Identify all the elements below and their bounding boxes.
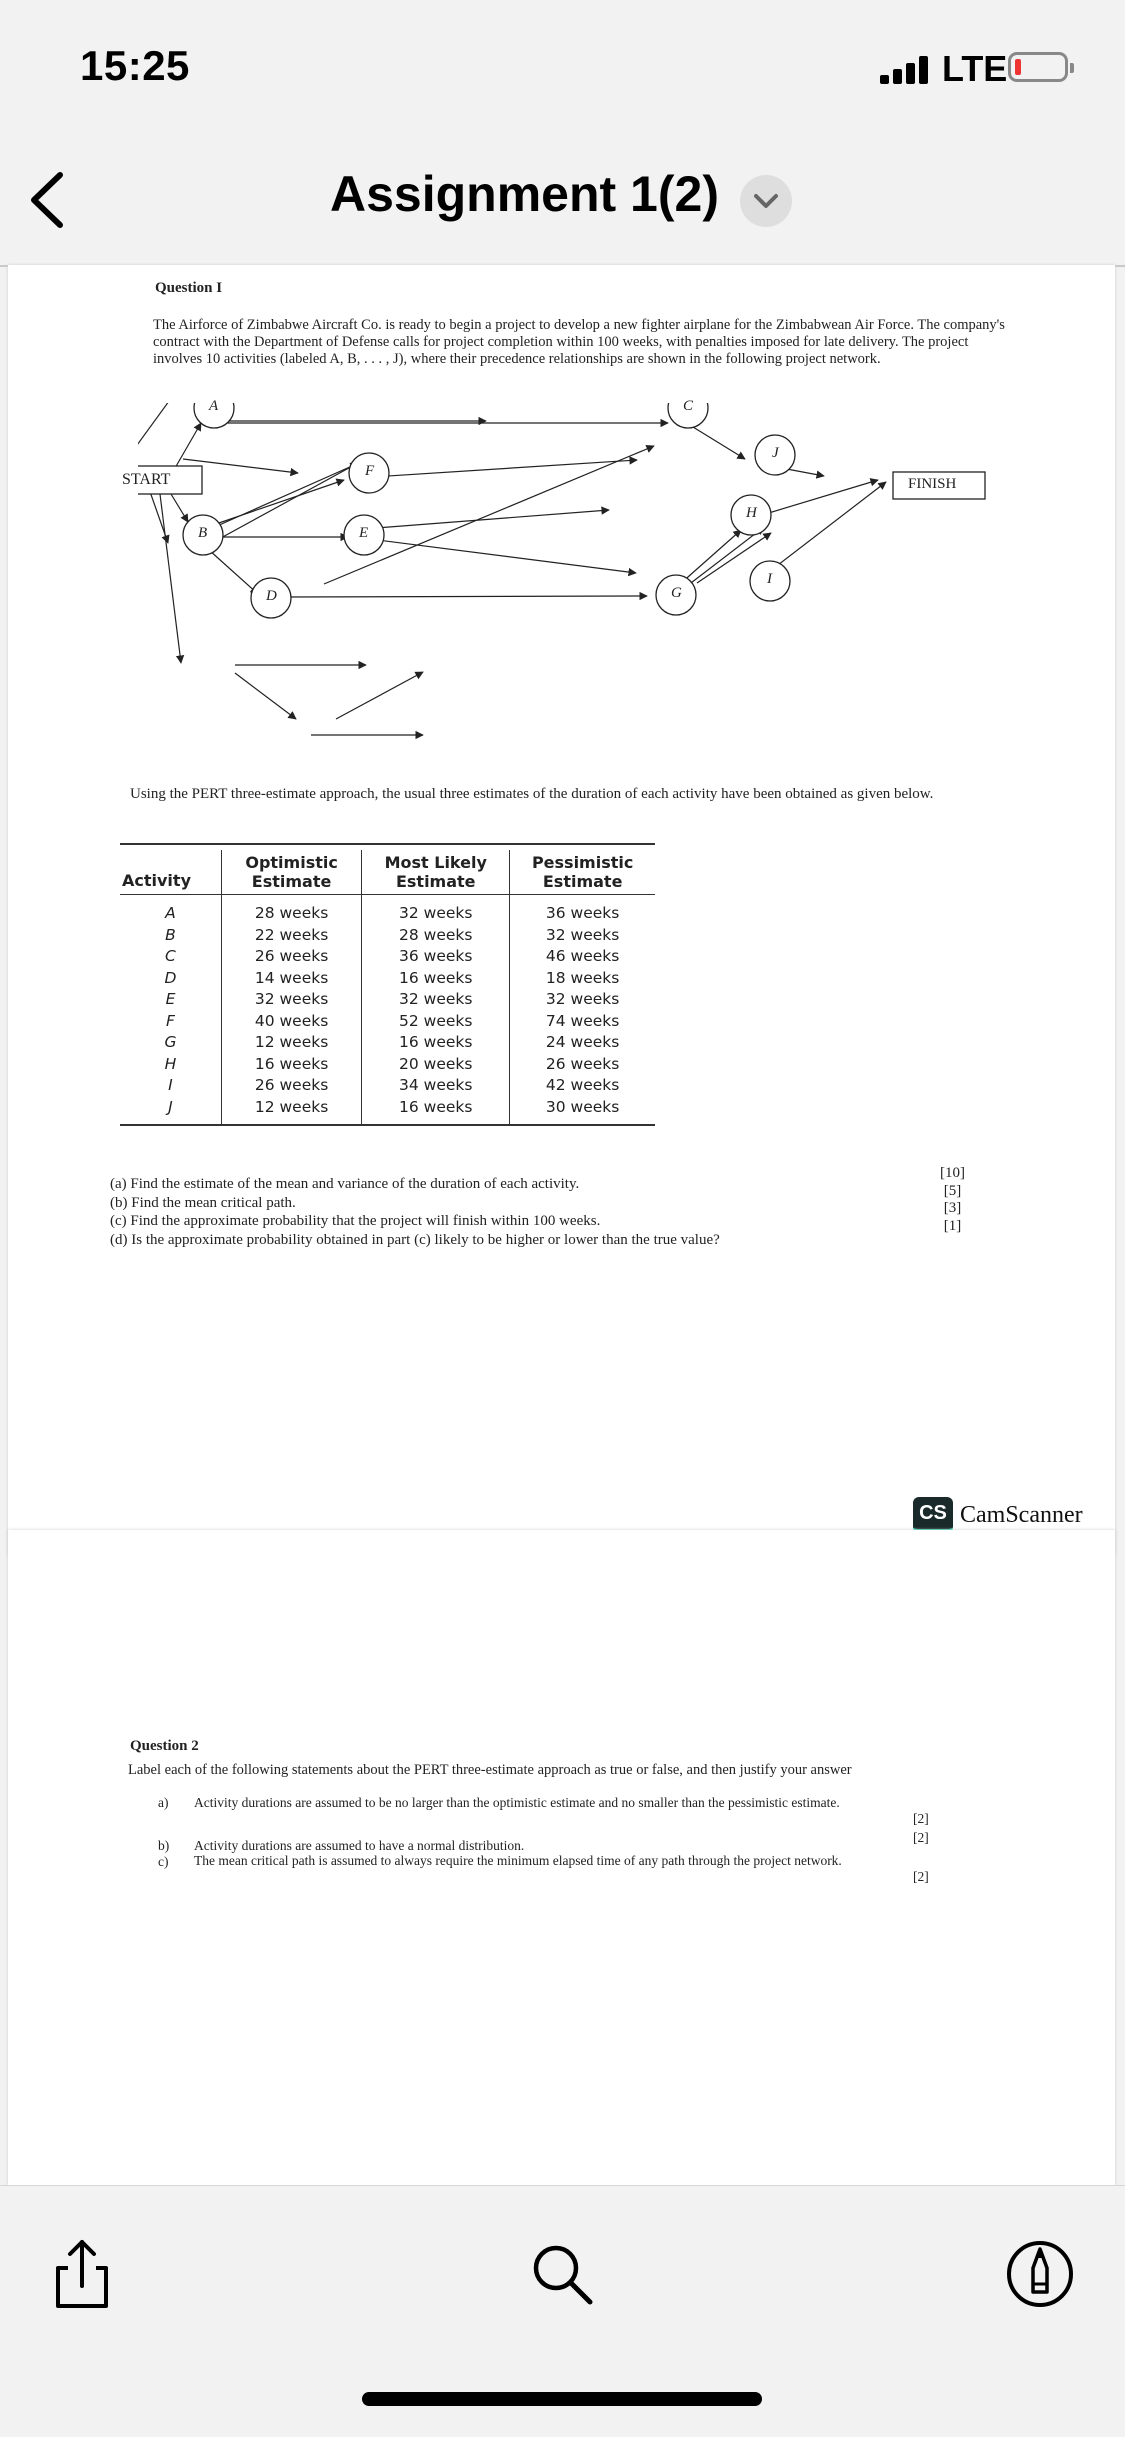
table-row: [120, 946, 655, 968]
finish-label: FINISH: [908, 476, 957, 492]
camscanner-watermark: CamScanner: [960, 1502, 1083, 1528]
part-c: (c) Find the approximate probability that the project will finish within 100 weeks.: [110, 1213, 601, 1229]
markup-button[interactable]: [1000, 2234, 1080, 2314]
pessimistic-cell: 32 weeks: [510, 989, 655, 1011]
document-page-1: [8, 265, 1115, 1555]
part-d: (d) Is the approximate probability obtained in part (c) likely to be higher or lower than the true value?: [110, 1231, 720, 1248]
most-likely-cell: 34 weeks: [362, 1075, 510, 1097]
table-row: [120, 989, 655, 1011]
q2-item-b-mark: [2]: [913, 1830, 929, 1845]
pessimistic-cell: 46 weeks: [510, 946, 655, 968]
table-row: [120, 1075, 655, 1097]
most-likely-cell: 32 weeks: [362, 895, 510, 925]
question-1-title: Question I: [155, 280, 223, 296]
table-row: [120, 925, 655, 947]
network-type: LTE: [942, 48, 1008, 89]
pert-estimates-table: [120, 850, 655, 1126]
part-b: (b) Find the mean critical path.: [110, 1194, 296, 1211]
most-likely-cell: 16 weeks: [362, 1032, 510, 1054]
optimistic-cell: 22 weeks: [221, 925, 361, 947]
node-j-label: J: [772, 445, 779, 461]
network-labels: [122, 398, 1018, 763]
activity-cell: G: [164, 1033, 177, 1051]
activity-cell: A: [165, 904, 176, 922]
mark-c: [3]: [943, 1200, 962, 1216]
share-button[interactable]: [42, 2234, 122, 2314]
home-indicator[interactable]: [362, 2392, 762, 2406]
optimistic-cell: 32 weeks: [221, 989, 361, 1011]
table-row: [120, 968, 655, 990]
q2-item-b-label: b): [158, 1838, 170, 1853]
title-menu-button[interactable]: [740, 175, 792, 227]
mark-a: [10]: [940, 1165, 965, 1181]
q2-item-a-mark: [2]: [913, 1811, 929, 1826]
pessimistic-cell: 36 weeks: [510, 895, 655, 925]
q2-item-c-label: c): [158, 1854, 169, 1869]
table-row: [120, 895, 655, 925]
pessimistic-cell: 32 weeks: [510, 925, 655, 947]
mark-d: [1]: [943, 1217, 962, 1234]
markup-icon: [1000, 2234, 1080, 2314]
table-row: [120, 1011, 655, 1033]
pessimistic-cell: 26 weeks: [510, 1054, 655, 1076]
optimistic-cell: 26 weeks: [221, 946, 361, 968]
table-row: [120, 1032, 655, 1054]
activity-cell: I: [168, 1076, 173, 1094]
most-likely-cell: 36 weeks: [362, 946, 510, 968]
start-label: START: [122, 471, 171, 488]
header-optimistic: Optimistic Estimate: [221, 850, 361, 895]
header-activity: Activity: [120, 850, 221, 895]
node-f-label: F: [365, 463, 375, 479]
table-row: [120, 1054, 655, 1076]
search-icon: [522, 2234, 602, 2314]
node-c-label: C: [683, 398, 694, 414]
activity-cell: J: [168, 1097, 173, 1116]
node-b-label: B: [198, 525, 208, 541]
q2-item-b-text: Activity durations are assumed to have a normal distribution.: [194, 1838, 525, 1853]
status-bar: [0, 0, 1125, 135]
node-a-label: A: [209, 398, 219, 414]
most-likely-cell: 20 weeks: [362, 1054, 510, 1076]
battery-icon: [1008, 52, 1068, 82]
header-pessimistic: Pessimistic Estimate: [510, 850, 655, 895]
pessimistic-cell: 24 weeks: [510, 1032, 655, 1054]
q2-item-c-mark: [2]: [913, 1869, 929, 1884]
document-page-2: [8, 1530, 1115, 2185]
back-button[interactable]: [20, 165, 80, 235]
optimistic-cell: 40 weeks: [221, 1011, 361, 1033]
node-e-label: E: [359, 525, 369, 541]
optimistic-cell: 12 weeks: [221, 1097, 361, 1126]
activity-cell: B: [165, 925, 176, 944]
node-g-label: G: [671, 585, 682, 601]
activity-cell: F: [166, 1011, 175, 1030]
most-likely-cell: 28 weeks: [362, 925, 510, 947]
mark-b: [5]: [943, 1182, 962, 1199]
question-1-marks: [940, 1165, 965, 1235]
most-likely-cell: 52 weeks: [362, 1011, 510, 1033]
optimistic-cell: 14 weeks: [221, 968, 361, 990]
optimistic-cell: 16 weeks: [221, 1054, 361, 1076]
question-2-title: Question 2: [130, 1738, 199, 1754]
chevron-left-icon: [20, 165, 80, 235]
part-a: (a) Find the estimate of the mean and variance of the duration of each activity.: [110, 1176, 580, 1192]
share-icon: [42, 2234, 122, 2314]
status-time: 15:25: [80, 42, 190, 89]
table-row: [120, 1097, 655, 1126]
question-1-parts: [110, 1175, 970, 1249]
camscanner-logo: CS: [913, 1497, 953, 1533]
page-title[interactable]: Assignment 1(2): [330, 166, 719, 222]
optimistic-cell: 28 weeks: [221, 895, 361, 925]
pessimistic-cell: 74 weeks: [510, 1011, 655, 1033]
activity-cell: D: [164, 968, 177, 987]
nav-bar: [0, 135, 1125, 267]
activity-cell: C: [165, 947, 176, 965]
pert-description: Using the PERT three-estimate approach, the usual three estimates of the duration of each activity have been obtained as given below.: [130, 786, 934, 802]
pessimistic-cell: 18 weeks: [510, 968, 655, 990]
header-most-likely: Most Likely Estimate: [362, 850, 510, 895]
question-2-intro: Label each of the following statements about the PERT three-estimate approach as true or false, and then justify your answer: [128, 1762, 852, 1778]
q2-item-c-text: The mean critical path is assumed to always require the minimum elapsed time of any path through the project network.: [194, 1853, 842, 1868]
activity-cell: H: [164, 1054, 177, 1073]
node-d-label: D: [266, 588, 277, 604]
most-likely-cell: 16 weeks: [362, 968, 510, 990]
node-h-label: H: [746, 505, 757, 521]
pessimistic-cell: 42 weeks: [510, 1075, 655, 1097]
optimistic-cell: 12 weeks: [221, 1032, 361, 1054]
search-button[interactable]: [522, 2234, 602, 2314]
most-likely-cell: 32 weeks: [362, 989, 510, 1011]
activity-cell: E: [165, 990, 176, 1008]
signal-icon: [880, 54, 932, 84]
q2-item-a-text: Activity durations are assumed to be no larger than the optimistic estimate and no smaller than the pessimistic estimate.: [194, 1795, 840, 1810]
most-likely-cell: 16 weeks: [362, 1097, 510, 1126]
node-i-label: I: [767, 571, 772, 587]
pessimistic-cell: 30 weeks: [510, 1097, 655, 1126]
optimistic-cell: 26 weeks: [221, 1075, 361, 1097]
chevron-down-icon: [740, 175, 792, 227]
question-1-intro: The Airforce of Zimbabwe Aircraft Co. is ready to begin a project to develop a new fighter airplane for the Zimbabwean Air Force. The company's contract with the Department of Defense calls for project completion within 100 weeks, with penalties imposed for late delivery. The project involves 10 activities (labeled A, B, . . . , J), where their precedence relationships are shown in the following project network.: [153, 317, 1005, 367]
q2-item-a-label: a): [158, 1795, 169, 1810]
